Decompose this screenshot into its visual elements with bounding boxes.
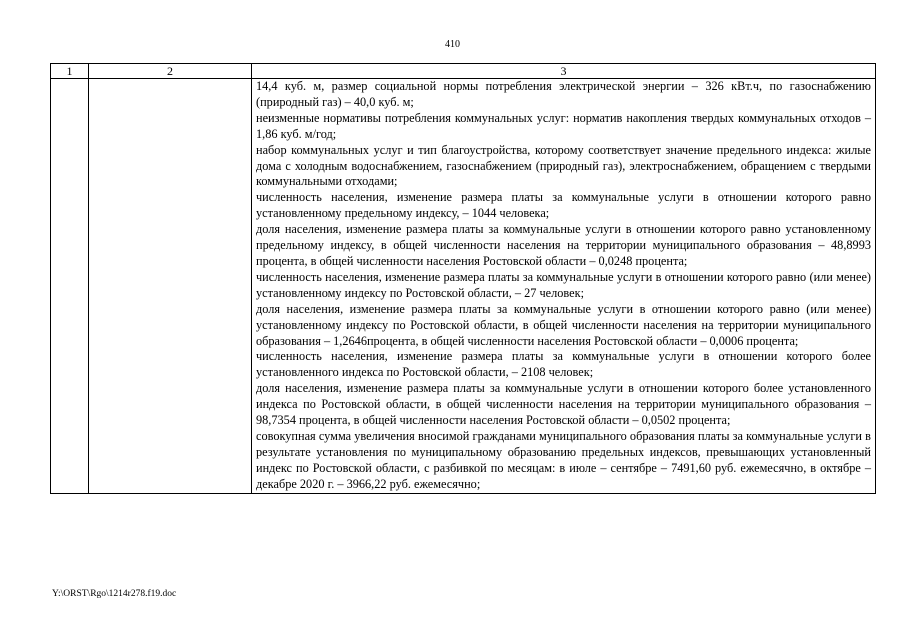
paragraph: доля населения, изменение размера платы за коммунальные услуги в отношении которого равно установленному предельному индексу, в общей численности населения на территории муниципального образования – 48,8993 процента, в общей численности населения Ростовской области – 0,0248 процента; — [256, 222, 871, 268]
paragraph: доля населения, изменение размера платы за коммунальные услуги в отношении которого равно (или менее) установленному индексу по Ростовской области, в общей численности населения на территории муниципального образования – 1,2646процента, в общей численности населения Ростовской области – 0,0006 процента; — [256, 301, 871, 348]
paragraph: численность населения, изменение размера платы за коммунальные услуги в отношении которого равно (или менее) установленному индексу по Ростовской области, – 27 человек; — [256, 269, 871, 300]
paragraph: доля населения, изменение размера платы за коммунальные услуги в отношении которого более установленного индекса по Ростовской области, в общей численности населения на территории муниципального образования – 98,7354 процента, в общей численности населения Ростовской области – 0,0502 процента; — [256, 381, 871, 428]
table-header-row — [51, 64, 876, 79]
page-number: 410 — [445, 39, 460, 50]
paragraph: набор коммунальных услуг и тип благоустройства, которому соответствует значение предельного индекса: жилые дома с холодным водоснабжением, газоснабжением (природный газ), электроснабжением, обращением с твердыми коммунальными отходами; — [256, 142, 871, 189]
paragraph: 14,4 куб. м, размер социальной нормы потребления электрической энергии – 326 кВт.ч, по газоснабжению (природный газ) – 40,0 куб. м; — [256, 79, 871, 109]
paragraph: совокупная сумма увеличения вносимой гражданами муниципального образования платы за коммунальные услуги в результате установления по муниципальному образованию предельных индексов, превышающих установленный индекс по Ростовской области, с разбивкой по месяцам: в июле – сентябре – 7491,60 руб. ежемесячно, в октябре – декабре 2020 г. – 3966,22 руб. ежемесячно; — [256, 428, 871, 491]
column-header-1: 1 — [51, 64, 89, 79]
paragraph: неизменные нормативы потребления коммунальных услуг: норматив накопления твердых коммунальных отходов – 1,86 куб. м/год; — [256, 110, 871, 141]
paragraph: численность населения, изменение размера платы за коммунальные услуги в отношении которого более установленного индекса по Ростовской области, – 2108 человек; — [256, 349, 871, 380]
column-2-cell — [89, 79, 252, 494]
paragraph: численность населения, изменение размера платы за коммунальные услуги в отношении которого равно установленному предельному индексу, – 1044 человека; — [256, 190, 871, 221]
column-header-2: 2 — [89, 64, 252, 79]
file-path-footer: Y:\ORST\Rgo\1214r278.f19.doc — [52, 589, 177, 599]
document-table — [50, 63, 876, 494]
table-body-row — [51, 79, 876, 494]
column-header-3: 3 — [252, 64, 876, 79]
column-1-cell — [51, 79, 89, 494]
column-3-cell — [252, 79, 876, 494]
